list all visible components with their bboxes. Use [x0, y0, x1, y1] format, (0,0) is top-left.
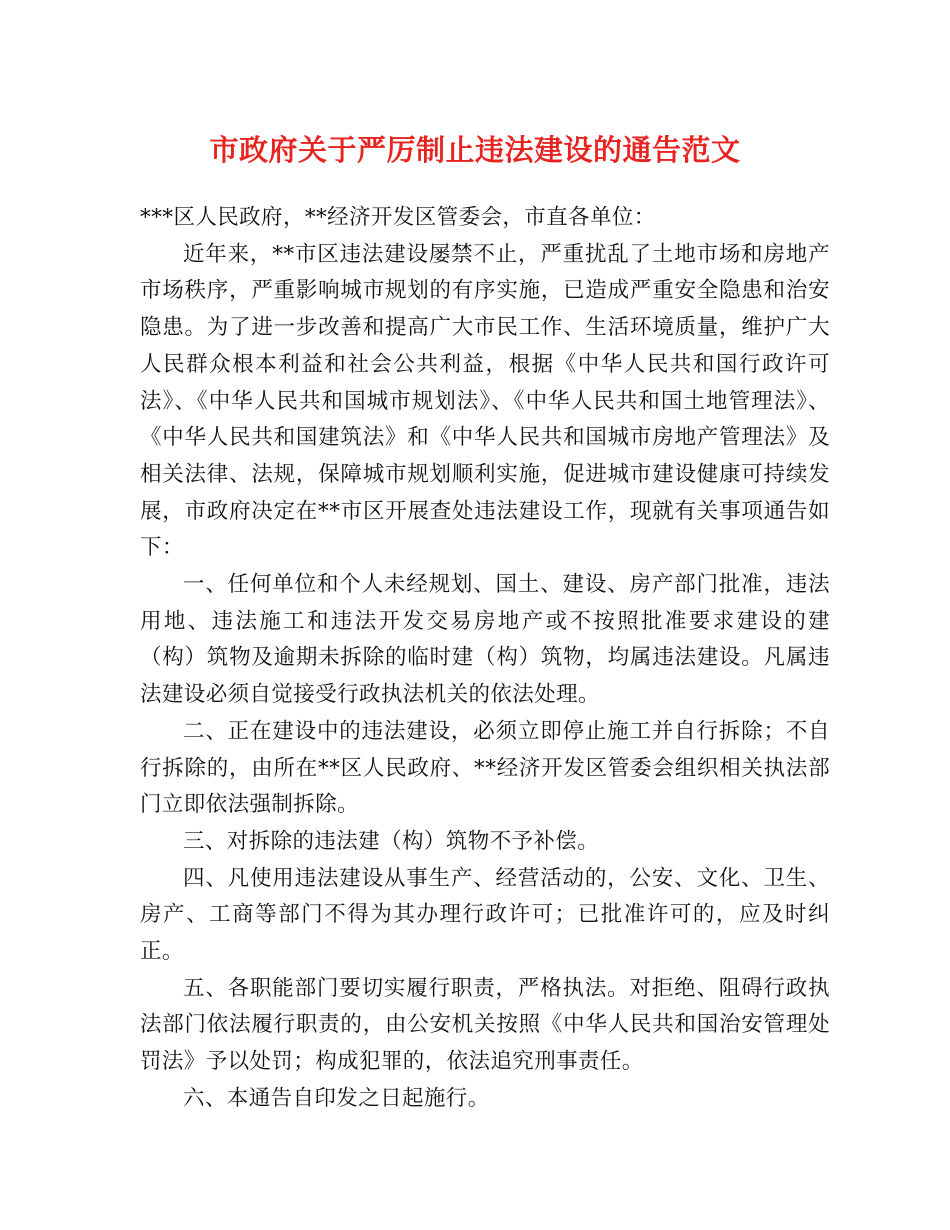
paragraph-item-2: 二、正在建设中的违法建设，必须立即停止施工并自行拆除；不自行拆除的，由所在**区人民政府、**经济开发区管委会组织相关执法部门立即依法强制拆除。	[140, 718, 830, 818]
paragraph-intro: 近年来，**市区违法建设屡禁不止，严重扰乱了土地市场和房地产市场秩序，严重影响城市规划的有序实施，已造成严重安全隐患和治安隐患。为了进一步改善和提高广大市民工作、生活环境质量，维护广大人民群众根本利益和社会公共利益，根据《中华人民共和国行政许可法》、《中华人民共和国城市规划法》、《中华人民共和国土地管理法》、《中华人民共和国建筑法》和《中华人民共和国城市房地产管理法》及相关法律、法规，保障城市规划顺利实施，促进城市建设健康可持续发展，市政府决定在**市区开展查处违法建设工作，现就有关事项通告如下：	[140, 241, 830, 561]
document-body	[140, 200, 830, 1118]
salutation: ***区人民政府，**经济开发区管委会，市直各单位：	[140, 205, 656, 230]
document-title: 市政府关于严厉制止违法建设的通告范文	[209, 133, 741, 167]
paragraph-item-6: 六、本通告自印发之日起施行。	[183, 1085, 490, 1111]
paragraph-item-1: 一、任何单位和个人未经规划、国土、建设、房产部门批准，违法用地、违法施工和违法开发交易房地产或不按照批准要求建设的建（构）筑物及逾期未拆除的临时建（构）筑物，均属违法建设。凡属违法建设必须自觉接受行政执法机关的依法处理。	[140, 572, 830, 708]
paragraph-item-5: 五、各职能部门要切实履行职责，严格执法。对拒绝、阻碍行政执法部门依法履行职责的，由公安机关按照《中华人民共和国治安管理处罚法》予以处罚；构成犯罪的，依法追究刑事责任。	[140, 975, 830, 1075]
paragraph-item-4: 四、凡使用违法建设从事生产、经营活动的，公安、文化、卫生、房产、工商等部门不得为其办理行政许可；已批准许可的，应及时纠正。	[140, 865, 830, 965]
paragraph-item-3: 三、对拆除的违法建（构）筑物不予补偿。	[183, 828, 600, 854]
